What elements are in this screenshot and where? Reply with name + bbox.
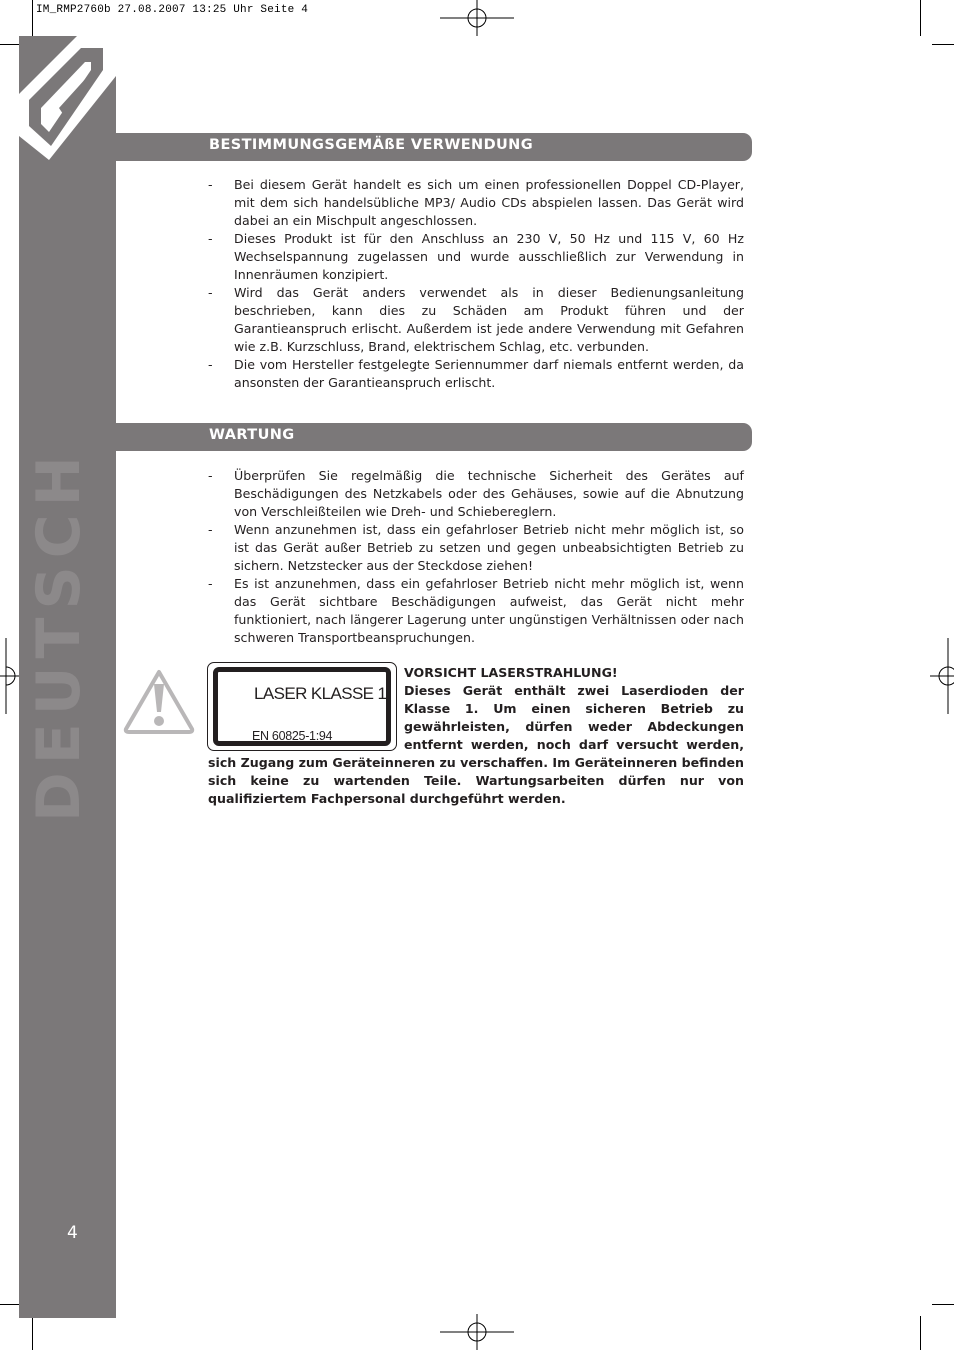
- warning-triangle-icon: [123, 668, 195, 734]
- laser-norm-text: EN 60825-1:94: [252, 729, 333, 743]
- language-label: DEUTSCH: [24, 448, 94, 822]
- section-header-maintenance: [116, 423, 752, 451]
- list-item: - Die vom Hersteller festgelegte Seriennummer darf niemals entfernt werden, da ansonsten der Garantieanspruch erlischt.: [208, 357, 744, 390]
- list-item: - Es ist anzunehmen, dass ein gefahrloser Betrieb nicht mehr möglich ist, wenn das Gerät sichtbare Beschädigungen aufweist, das Gerät nicht mehr funktioniert, nach längerer Lagerung unter ungünstigen Verhältnissen oder nach schweren Transportbeanspruchungen.: [208, 576, 744, 645]
- maintenance-list: [208, 467, 744, 647]
- brand-logo-icon: [19, 36, 116, 166]
- section-title: BESTIMMUNGSGEMÄßE VERWENDUNG: [209, 137, 534, 153]
- laser-warning-text: [208, 664, 744, 808]
- registration-mark-right-icon: [930, 638, 954, 714]
- laser-warning-body: Dieses Gerät enthält zwei Laserdioden der Klasse 1. Um einen sicheren Betrieb zu gewährleisten, dürfen weder Abdeckungen entfernt werden, noch darf versucht werden, sich Zugang zum Geräteinneren zu verschaffen. Im Geräteinneren befinden sich keine zu wartenden Teile. Wartungsarbeiten dürfen nur von qualifiziertem Fachpersonal durchgeführt werden.: [208, 683, 745, 806]
- laser-class-text: LASER KLASSE 1: [254, 684, 387, 703]
- list-item: - Bei diesem Gerät handelt es sich um einen professionellen Doppel CD-Player, mit dem sich handelsübliche MP3/ Audio CDs abspielen lassen. Das Gerät wird dabei an ein Mischpult angeschlossen.: [208, 177, 744, 228]
- list-item: - Überprüfen Sie regelmäßig die technische Sicherheit des Gerätes auf Beschädigungen des Netzkabels oder des Gehäuses, sowie auf die Abnutzung von Verschleißteilen wie Dreh- und Schiebereglern.: [208, 468, 744, 519]
- registration-mark-top-icon: [440, 0, 514, 36]
- section-title: WARTUNG: [209, 427, 295, 443]
- section-header-intended-use: [116, 133, 752, 161]
- list-item: - Wird das Gerät anders verwendet als in dieser Bedienungsanleitung beschrieben, kann dies zu Schäden am Produkt führen und der Garantieanspruch erlischt. Außerdem ist jede andere Verwendung mit Gefahren wie z.B. Kurzschluss, Brand, elektrischem Schlag, etc. verbunden.: [208, 285, 744, 354]
- intended-use-list: [208, 176, 744, 392]
- list-item: - Wenn anzunehmen ist, dass ein gefahrloser Betrieb nicht mehr möglich ist, so ist das Gerät außer Betrieb zu setzen und gegen unbeabsichtigten Betrieb zu sichern. Netzstecker aus der Steckdose ziehen!: [208, 522, 744, 573]
- page-number: 4: [67, 1223, 78, 1243]
- registration-mark-bottom-icon: [440, 1314, 514, 1350]
- print-header: IM_RMP2760b 27.08.2007 13:25 Uhr Seite 4: [36, 4, 309, 16]
- laser-warning-heading: VORSICHT LASERSTRAHLUNG!: [404, 665, 618, 680]
- list-item: - Dieses Produkt ist für den Anschluss an 230 V, 50 Hz und 115 V, 60 Hz Wechselspannung zugelassen und wurde ausschließlich zur Verwendung in Innenräumen konzipiert.: [208, 231, 744, 282]
